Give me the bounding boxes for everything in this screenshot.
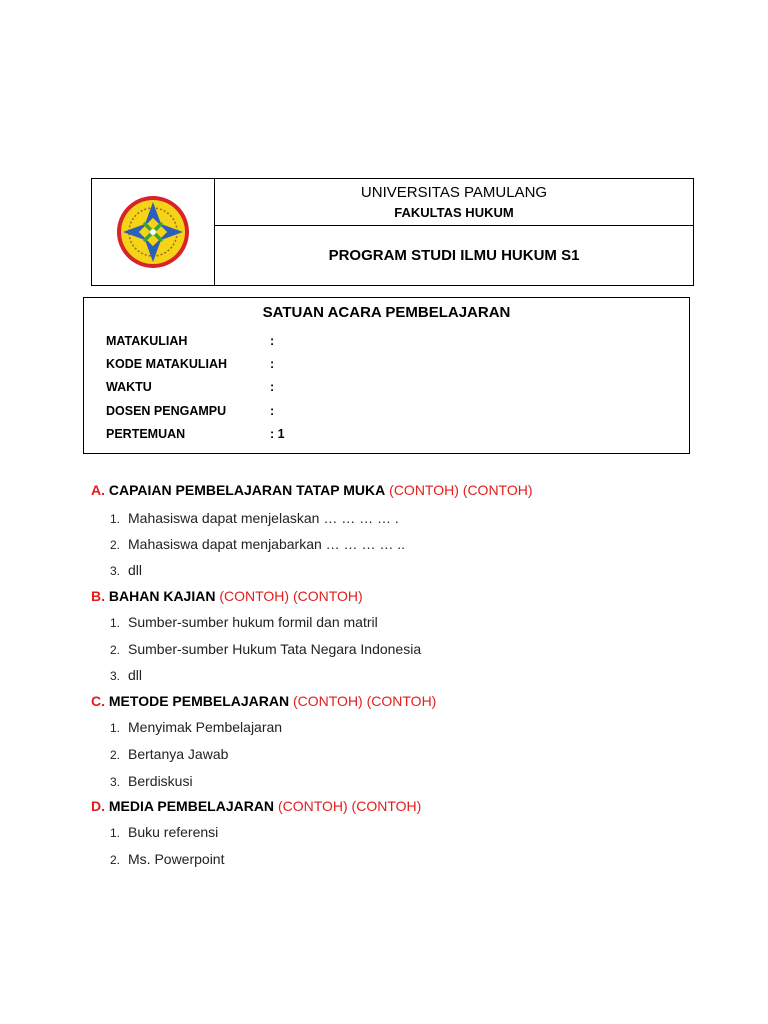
title-bottom <box>215 226 693 285</box>
item-number: 1. <box>110 616 121 630</box>
list-item <box>110 719 282 735</box>
logo-cell <box>92 179 215 285</box>
university-seal-icon <box>115 194 191 270</box>
field-value: : 1 <box>270 427 285 441</box>
field-value: : <box>270 380 275 394</box>
item-number: 3. <box>110 564 121 578</box>
sap-box <box>83 297 690 454</box>
item-number: 3. <box>110 775 121 789</box>
item-text: Sumber-sumber Hukum Tata Negara Indonesia <box>128 641 422 657</box>
field-label: DOSEN PENGAMPU <box>106 404 227 418</box>
item-text: Ms. Powerpoint <box>128 851 225 867</box>
section-title: MEDIA PEMBELAJARAN <box>108 798 275 814</box>
university-name: UNIVERSITAS PAMULANG <box>360 183 548 201</box>
list-item <box>110 824 218 840</box>
section-note: (CONTOH) (CONTOH) <box>292 693 437 709</box>
section-title: CAPAIAN PEMBELAJARAN TATAP MUKA <box>108 482 386 498</box>
item-number: 1. <box>110 721 121 735</box>
list-item <box>110 536 405 552</box>
item-number: 2. <box>110 538 121 552</box>
section-letter: A. <box>91 482 105 498</box>
item-text: dll <box>128 667 143 683</box>
header-table <box>91 178 694 286</box>
section-note: (CONTOH) (CONTOH) <box>219 588 363 604</box>
section-title: METODE PEMBELAJARAN <box>108 693 290 709</box>
section-letter: D. <box>91 798 105 814</box>
field-label: KODE MATAKULIAH <box>106 357 228 371</box>
list-item <box>110 773 193 789</box>
list-item <box>110 667 142 683</box>
section-a-heading <box>91 482 533 498</box>
title-top <box>215 179 693 226</box>
item-text: dll <box>128 562 143 578</box>
item-number: 3. <box>110 669 121 683</box>
sap-title: SATUAN ACARA PEMBELAJARAN <box>262 304 511 321</box>
program-name: PROGRAM STUDI ILMU HUKUM S1 <box>328 247 580 264</box>
section-letter: B. <box>91 588 105 604</box>
list-item <box>110 510 399 526</box>
item-number: 2. <box>110 643 121 657</box>
item-number: 1. <box>110 826 121 840</box>
item-text: Bertanya Jawab <box>128 746 229 762</box>
item-text: Menyimak Pembelajaran <box>128 719 283 735</box>
item-text: Sumber-sumber hukum formil dan matril <box>128 614 378 630</box>
field-label: MATAKULIAH <box>106 334 188 348</box>
section-letter: C. <box>91 693 105 709</box>
item-text: Buku referensi <box>128 824 219 840</box>
list-item <box>110 614 378 630</box>
section-note: (CONTOH) (CONTOH) <box>389 482 533 498</box>
list-item <box>110 851 224 867</box>
list-item <box>110 641 421 657</box>
field-label: WAKTU <box>106 380 152 394</box>
title-cell <box>215 179 693 285</box>
section-title: BAHAN KAJIAN <box>108 588 216 604</box>
item-text: Mahasiswa dapat menjelaskan … … … … . <box>128 510 399 526</box>
item-number: 2. <box>110 748 121 762</box>
section-d-heading <box>91 798 421 814</box>
section-note: (CONTOH) (CONTOH) <box>277 798 422 814</box>
field-label: PERTEMUAN <box>106 427 186 441</box>
item-number: 2. <box>110 853 121 867</box>
item-number: 1. <box>110 512 121 526</box>
list-item <box>110 746 228 762</box>
section-c-heading <box>91 693 436 709</box>
section-b-heading <box>91 588 363 604</box>
faculty-name: FAKULTAS HUKUM <box>394 204 514 220</box>
item-text: Mahasiswa dapat menjabarkan … … … … .. <box>128 536 406 552</box>
list-item <box>110 562 142 578</box>
field-value: : <box>270 334 275 348</box>
item-text: Berdiskusi <box>128 773 193 789</box>
field-value: : <box>270 404 275 418</box>
field-value: : <box>270 357 275 371</box>
